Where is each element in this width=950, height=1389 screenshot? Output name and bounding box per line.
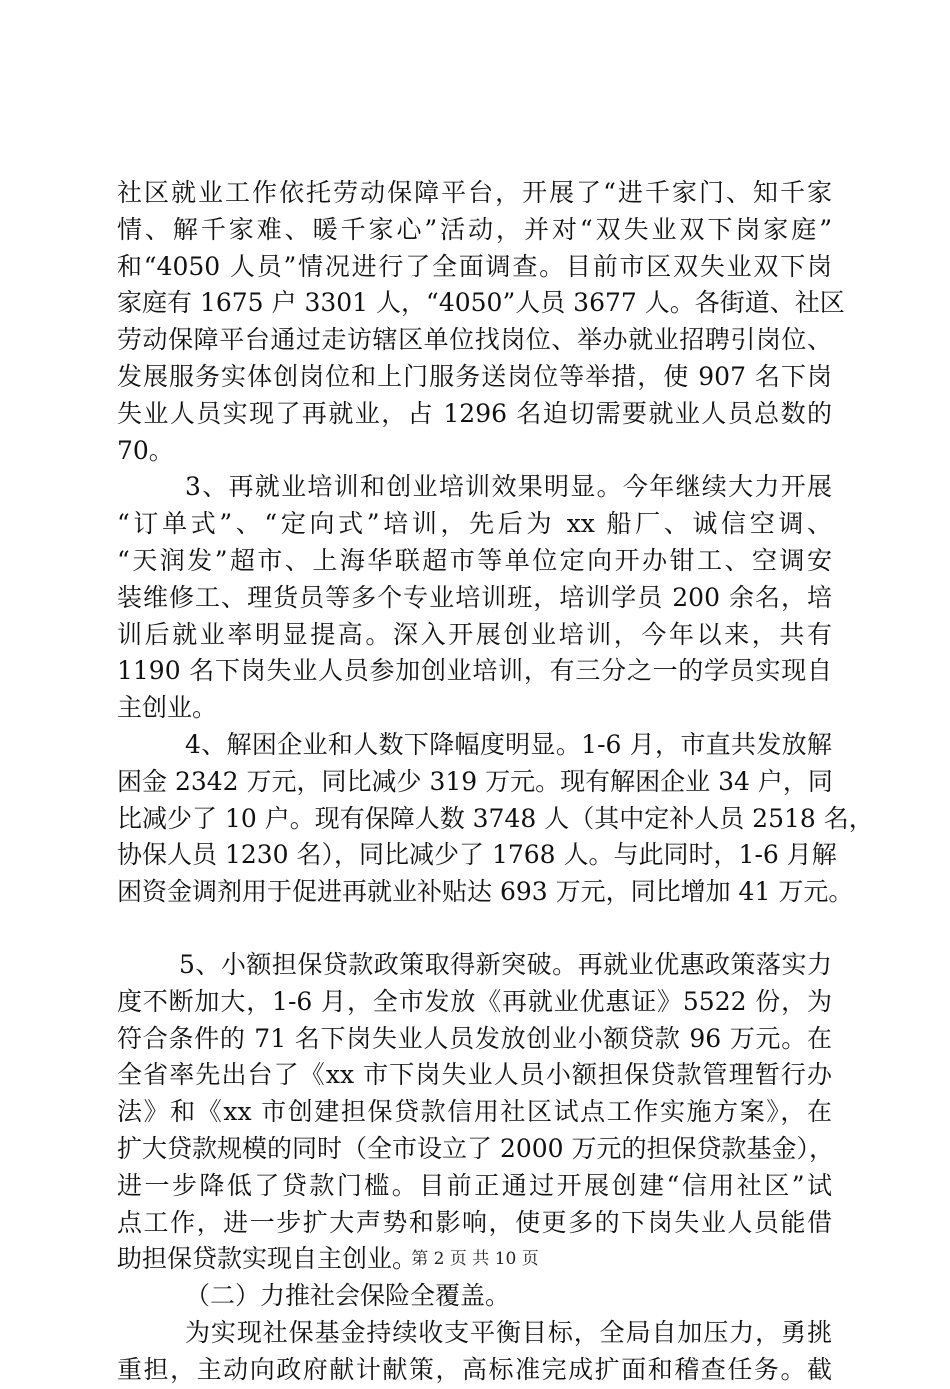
- text-line: 进一步降低了贷款门槛。目前正通过开展创建“信用社区”试: [117, 1170, 832, 1200]
- document-body: [117, 175, 874, 1389]
- text-line: 训后就业率明显提高。深入开展创业培训，今年以来，共有: [117, 619, 832, 649]
- text-line: 社区就业工作依托劳动保障平台，开展了“进千家门、知千家: [117, 178, 832, 207]
- text-line: 法》和《xx 市创建担保贷款信用社区试点工作实施方案》，在: [117, 1097, 832, 1127]
- text-line: 符合条件的 71 名下岗失业人员发放创业小额贷款 96 万元。在: [117, 1023, 832, 1053]
- text-line: 3、再就业培训和创业培训效果明显。今年继续大力开展: [185, 472, 832, 502]
- text-line: 劳动保障平台通过走访辖区单位找岗位、举办就业招聘引岗位、: [117, 325, 832, 355]
- section-heading-text: （二）力推社会保险全覆盖。: [185, 1281, 511, 1311]
- text-line: 扩大贷款规模的同时（全市设立了 2000 万元的担保贷款基金），: [117, 1133, 835, 1163]
- text-line: 发展服务实体创岗位和上门服务送岗位等举措，使 907 名下岗: [117, 361, 832, 391]
- page-number-footer: 第 2 页 共 10 页: [411, 1249, 539, 1269]
- text-line: 1190 名下岗失业人员参加创业培训，有三分之一的学员实现自: [117, 656, 832, 686]
- text-line: 70。: [117, 435, 174, 465]
- text-line: 度不断加大，1-6 月，全市发放《再就业优惠证》5522 份，为: [117, 986, 832, 1016]
- paragraph-intro: [117, 175, 845, 469]
- text-line: “订单式”、“定向式”培训，先后为 xx 船厂、诚信空调、: [117, 509, 832, 539]
- text-line: 助担保贷款实现自主创业。: [117, 1244, 418, 1274]
- text-line: 点工作，进一步扩大声势和影响，使更多的下岗失业人员能借: [117, 1207, 832, 1237]
- text-line: 困资金调剂用于促进再就业补贴达 693 万元，同比增加 41 万元。: [117, 877, 854, 907]
- paragraph-5: [117, 947, 835, 1278]
- text-line: 重担，主动向政府献计献策，高标准完成扩面和稽查任务。截: [117, 1354, 832, 1384]
- text-line: 比减少了 10 户。现有保障人数 3748 人（其中定补人员 2518 名，: [117, 803, 874, 833]
- text-line: 情、解千家难、暖千家心”活动，并对“双失业双下岗家庭”: [117, 214, 832, 244]
- paragraph-4: [117, 727, 874, 911]
- text-line: 失业人员实现了再就业，占 1296 名迫切需要就业人员总数的: [117, 398, 832, 428]
- text-line: 装维修工、理货员等多个专业培训班，培训学员 200 余名，培: [117, 582, 832, 612]
- text-line: 家庭有 1675 户 3301 人，“4050”人员 3677 人。各街道、社区: [117, 288, 845, 318]
- text-line: 和“4050 人员”情况进行了全面调查。目前市区双失业双下岗: [117, 251, 832, 281]
- text-line: 全省率先出台了《xx 市下岗失业人员小额担保贷款管理暂行办: [117, 1060, 832, 1090]
- text-line: 协保人员 1230 名），同比减少了 1768 人。与此同时，1-6 月解: [117, 840, 837, 870]
- text-line: 4、解困企业和人数下降幅度明显。1-6 月，市直共发放解: [185, 729, 832, 759]
- paragraph-gap: [117, 911, 832, 947]
- text-line: 5、小额担保贷款政策取得新突破。再就业优惠政策落实力: [179, 949, 832, 979]
- section-heading: [117, 1278, 832, 1315]
- text-line: 主创业。: [117, 693, 218, 723]
- paragraph-6: [117, 1315, 832, 1389]
- text-line: 为实现社保基金持续收支平衡目标，全局自加压力，勇挑: [185, 1317, 832, 1347]
- text-line: “天润发”超市、上海华联超市等单位定向开办钳工、空调安: [117, 545, 832, 575]
- paragraph-3: [117, 469, 832, 727]
- text-line: 困金 2342 万元，同比减少 319 万元。现有解困企业 34 户，同: [117, 766, 833, 796]
